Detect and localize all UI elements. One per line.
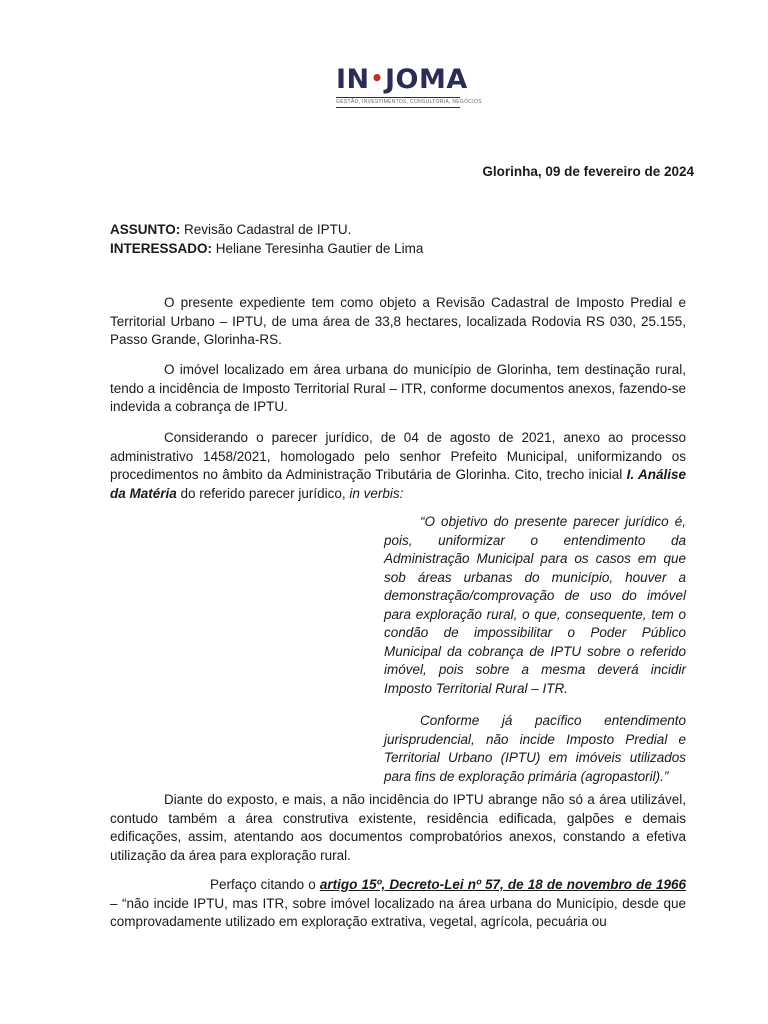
logo-word-part2: JOMA [384, 64, 468, 95]
logo-wordmark [336, 64, 468, 95]
interested-value: Heliane Teresinha Gautier de Lima [212, 241, 424, 256]
paragraph-5 [110, 876, 686, 932]
paragraph-5-text: Perfaço citando o [210, 877, 320, 892]
document-meta [110, 220, 423, 258]
paragraph-1: O presente expediente tem como objeto a Revisão Cadastral de Imposto Predial e Territorial Urbano – IPTU, de uma área de 33,8 hectares, localizada Rodovia RS 030, 25.155, Passo Grande, Glorinha-RS. [110, 295, 686, 347]
logo-word-part1: IN [336, 64, 370, 95]
paragraph-4-block [110, 791, 686, 865]
paragraph-2: O imóvel localizado em área urbana do município de Glorinha, tem destinação rural, tendo a incidência de Imposto Territorial Rural – ITR, conforme documentos anexos, fazendo-se indevida a cobrança de IPTU. [110, 362, 686, 414]
paragraph-3-bold: I. Análise da Matéria [110, 467, 686, 501]
paragraph-2-block [110, 361, 686, 417]
paragraph-4: Diante do exposto, e mais, a não incidência do IPTU abrange não só a área utilizável, contudo também a área construtiva existente, residência edificada, galpões e demais edificações, assim, atentando aos documentos comprobatórios anexos, constando a efetiva utilização da área para exploração rural. [110, 792, 686, 863]
paragraph-5-text-2: – “não incide IPTU, mas ITR, sobre imóvel localizado na área urbana do Município, desde que comprovadamente utilizado em exploração extrativa, vegetal, agrícola, pecuária ou [110, 895, 686, 929]
logo-underline [336, 107, 460, 108]
decree-reference: artigo 15º, Decreto-Lei nº 57, de 18 de novembro de 1966 [319, 877, 686, 892]
paragraph-3 [110, 429, 686, 503]
paragraph-3-italic: in verbis: [349, 485, 404, 501]
paragraph-1-block [110, 294, 686, 350]
interested-label: INTERESSADO: [110, 241, 213, 256]
logo-dot: • [370, 66, 384, 90]
logo-tagline: GESTÃO, INVESTIMENTOS, CONSULTORIA, NEGÓCIOS [336, 99, 482, 105]
paragraph-3-text: Considerando o parecer jurídico, de 04 de agosto de 2021, anexo ao processo administrativo 1458/2021, homologado pelo senhor Prefeito Municipal, uniformizando os procedimentos no âmbito da Administração Tributária de Glorinha. Cito, trecho inicial [110, 430, 686, 482]
subject-label: ASSUNTO: [110, 222, 181, 237]
paragraph-3-block [110, 429, 686, 503]
paragraph-5-block [110, 876, 686, 932]
company-logo [336, 64, 482, 108]
paragraph-3-text-2: do referido parecer jurídico, [176, 485, 350, 501]
subject-value: Revisão Cadastral de IPTU. [180, 222, 352, 237]
block-quote [384, 513, 686, 786]
subject-line [110, 220, 423, 239]
quote-paragraph-2: Conforme já pacífico entendimento jurisprudencial, não incide Imposto Predial e Territorial Urbano (IPTU) em imóveis utilizados para fins de exploração primária (agropastoril).” [384, 713, 686, 784]
date-line: Glorinha, 09 de fevereiro de 2024 [482, 164, 694, 179]
quote-paragraph-1: “O objetivo do presente parecer jurídico é, pois, uniformizar o entendimento da Administração Municipal para os casos em que sob áreas urbanas do município, houver a demonstração/comprovação de uso do imóvel para exploração rural, o que, consequente, tem o condão de impossibilitar o Poder Público Municipal da cobrança de IPTU sobre o referido imóvel, pois sobre a mesma deverá incidir Imposto Territorial Rural – ITR. [384, 514, 686, 696]
interested-line [110, 239, 423, 258]
